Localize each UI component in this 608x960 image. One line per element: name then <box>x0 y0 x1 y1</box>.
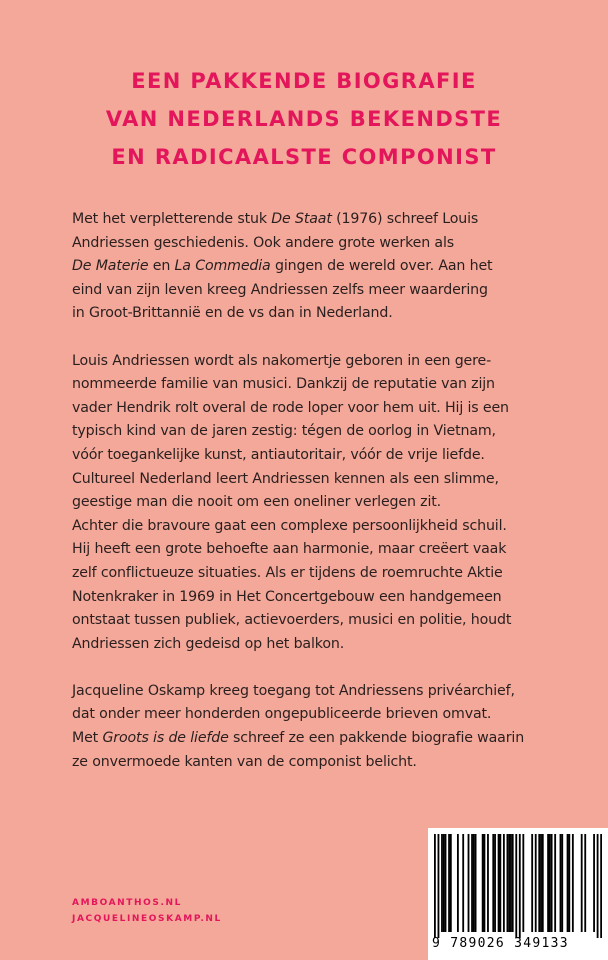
text-line <box>72 444 552 468</box>
paragraph <box>72 680 552 774</box>
title-italic: De Materie <box>72 258 149 275</box>
text-line <box>72 397 552 421</box>
barcode-bar <box>584 834 586 932</box>
text-segment: Andriessen zich gedeisd op het balkon. <box>72 635 345 652</box>
barcode-bar <box>597 834 599 938</box>
text-segment: Louis Andriessen wordt als nakomertje geboren in een gere- <box>72 352 492 369</box>
barcode-bar <box>512 834 514 932</box>
text-line <box>72 373 552 397</box>
title-italic: La Commedia <box>174 258 271 275</box>
barcode-bar <box>515 834 517 938</box>
text-line <box>72 727 552 751</box>
barcode-bar <box>560 834 562 932</box>
text-line <box>72 302 552 326</box>
barcode-bar <box>581 834 583 932</box>
text-line <box>72 279 552 303</box>
text-segment: dat onder meer honderden ongepubliceerde brieven omvat. <box>72 706 492 723</box>
text-segment: (1976) schreef Louis <box>331 211 479 227</box>
barcode-bar <box>535 834 537 932</box>
text-line <box>72 562 552 586</box>
barcode <box>428 828 608 960</box>
text-segment: eind van zijn leven kreeg Andriessen zelfs meer waardering <box>72 281 488 298</box>
barcode-bar <box>519 834 521 938</box>
barcode-bar <box>443 834 445 932</box>
headline <box>0 62 608 176</box>
headline-line-1: EEN PAKKENDE BIOGRAFIE <box>131 69 477 93</box>
barcode-bar <box>551 834 553 932</box>
barcode-bar <box>547 834 549 932</box>
barcode-bar <box>567 834 569 932</box>
barcode-bar <box>507 834 509 932</box>
barcode-bar <box>568 834 570 932</box>
text-segment: ontstaat tussen publiek, actievoerders, musici en politie, houdt <box>72 612 512 629</box>
title-italic: De Staat <box>271 211 332 227</box>
paragraph <box>72 350 552 657</box>
text-line <box>72 538 552 562</box>
barcode-bar <box>484 834 486 932</box>
barcode-bar <box>538 834 540 932</box>
barcode-bar <box>468 834 470 932</box>
barcode-bar <box>487 834 489 932</box>
barcode-bar <box>438 834 440 938</box>
text-line <box>72 468 552 492</box>
text-segment: in Groot-Brittannië en de vs dan in Nederland. <box>72 305 393 322</box>
text-segment: Andriessen geschiedenis. Ook andere grote werken als <box>72 234 454 251</box>
barcode-bar <box>448 834 450 932</box>
text-line <box>72 255 552 279</box>
barcode-bar <box>473 834 475 932</box>
barcode-bar <box>462 834 464 932</box>
text-segment: Met <box>72 730 103 747</box>
text-segment: Achter die bravoure gaat een complexe persoonlijkheid schuil. <box>72 517 507 534</box>
barcode-bar <box>600 834 602 938</box>
barcode-bar <box>510 834 512 932</box>
text-line <box>72 680 552 704</box>
text-segment: Cultureel Nederland leert Andriessen kennen als een slimme, <box>72 470 499 487</box>
barcode-bar <box>475 834 477 932</box>
text-segment: Hij heeft een grote behoefte aan harmonie, maar creëert vaak <box>72 541 507 558</box>
barcode-bar <box>434 834 436 938</box>
barcode-bar <box>554 834 556 932</box>
text-segment: geestige man die nooit om een oneliner verlegen zit. <box>72 494 442 511</box>
barcode-bar <box>549 834 551 932</box>
barcode-bar <box>499 834 501 932</box>
barcode-bar <box>540 834 542 932</box>
isbn-number: 9 789026 349133 <box>432 936 569 951</box>
text-segment: gingen de wereld over. Aan het <box>270 258 493 275</box>
barcode-bar <box>572 834 574 932</box>
barcode-bar <box>561 834 563 932</box>
text-line <box>72 208 552 232</box>
text-line <box>72 586 552 610</box>
text-line <box>72 609 552 633</box>
barcode-bar <box>522 834 524 932</box>
text-segment: zelf conflictueuze situaties. Als er tijdens de roemruchte Aktie <box>72 564 503 581</box>
text-segment: en <box>148 258 175 275</box>
text-line <box>72 633 552 657</box>
barcode-bar <box>531 834 533 932</box>
text-segment: vóór toegankelijke kunst, antiautoritair, vóór de vrije liefde. <box>72 446 485 463</box>
text-segment: Met het verpletterende stuk <box>72 211 272 227</box>
text-line <box>72 515 552 539</box>
website-amboanthos[interactable]: AMBOANTHOS.NL <box>72 898 182 908</box>
text-segment: ze onvermoede kanten van de componist belicht. <box>72 753 417 770</box>
barcode-bar <box>503 834 505 932</box>
barcode-bar <box>482 834 484 932</box>
text-segment: typisch kind van de jaren zestig: tégen de oorlog in Vietnam, <box>72 423 496 440</box>
headline-line-2: VAN NEDERLANDS BEKENDSTE <box>105 107 503 131</box>
paragraph <box>72 208 552 326</box>
text-line <box>72 491 552 515</box>
blurb-text <box>72 208 552 798</box>
website-jacquelineoskamp[interactable]: JACQUELINEOSKAMP.NL <box>72 914 222 924</box>
barcode-bar <box>457 834 459 932</box>
barcode-bar <box>593 834 595 932</box>
text-line <box>72 420 552 444</box>
text-line <box>72 232 552 256</box>
headline-line-3: EN RADICAALSTE COMPONIST <box>111 145 497 169</box>
title-italic: Groots is de liefde <box>102 730 229 747</box>
text-line <box>72 703 552 727</box>
text-segment: Notenkraker in 1969 in Het Concertgebouw een handgemeen <box>72 588 502 605</box>
text-segment: schreef ze een pakkende biografie waarin <box>228 730 525 747</box>
barcode-bar <box>441 834 443 932</box>
websites <box>72 895 222 927</box>
barcode-bar <box>450 834 452 932</box>
barcode-bar <box>508 834 510 932</box>
barcode-bars <box>434 834 602 938</box>
barcode-bar <box>471 834 473 932</box>
text-line <box>72 350 552 374</box>
text-segment: Jacqueline Oskamp kreeg toegang tot Andriessens privéarchief, <box>72 682 515 699</box>
text-segment: vader Hendrik rolt overal de rode loper voor hem uit. Hij is een <box>72 399 509 416</box>
text-line <box>72 751 552 775</box>
barcode-bar <box>492 834 494 932</box>
barcode-bar <box>494 834 496 932</box>
barcode-bar <box>445 834 447 932</box>
text-segment: nommeerde familie van musici. Dankzij de reputatie van zijn <box>72 376 495 393</box>
barcode-bar <box>498 834 500 932</box>
barcode-bar <box>542 834 544 932</box>
